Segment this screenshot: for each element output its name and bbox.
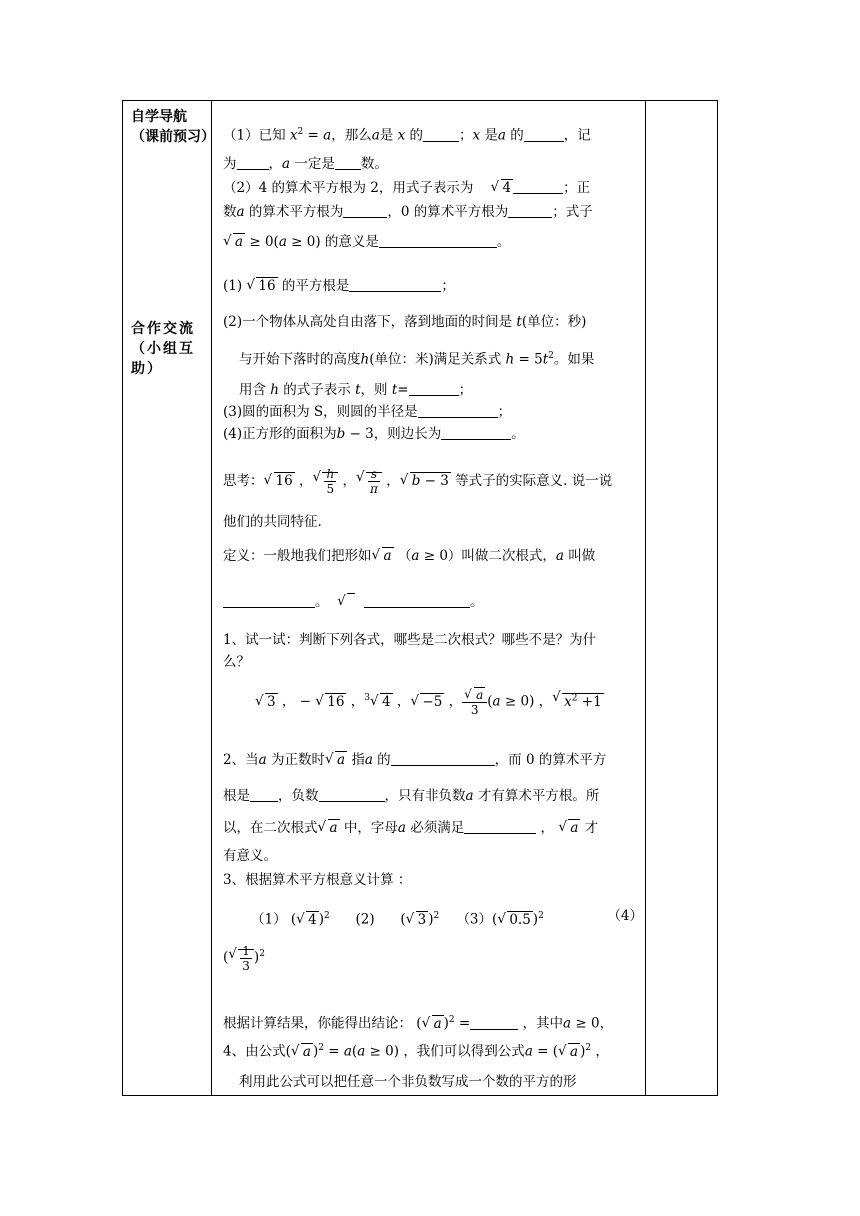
t3-item4: ( √ $\frac{1}{3}$ )$^2$ bbox=[223, 943, 265, 973]
definition-line1: 定义：一般地我们把形如√ a （a ≥ 0）叫做二次根式，a 叫做 bbox=[223, 545, 595, 567]
coop-c2-line2: 与开始下落时的高度h(单位：米)满足关系式 $h = 5t^2$。如果 bbox=[239, 351, 595, 368]
preview-q1-line2: 为 ，a 一定是 数。 bbox=[223, 156, 388, 172]
t2-line1: 2、当a 为正数时√ a 指a 的 ，而 0 的算术平方 bbox=[223, 749, 606, 771]
try-line2: 么？ bbox=[223, 654, 250, 670]
t4-line2: 利用此公式可以把任意一个非负数写成一个数的平方的形 bbox=[239, 1074, 577, 1090]
preview-q2-line3: √ a ≥ 0(a ≥ 0) 的意义是 。 bbox=[223, 231, 510, 253]
definition-line2: 。 √ 。 bbox=[223, 591, 483, 613]
coop-c2-line3: 用含 h 的式子表示 t，则 t= ； bbox=[239, 382, 473, 398]
column-divider-1 bbox=[211, 101, 212, 1095]
try-line1: 1、试一试：判断下列各式，哪些是二次根式？哪些不是？为什 bbox=[223, 632, 597, 648]
try-expressions: √ 3 ， − √ 16 ，$^3$√ 4 ，√ −5 ， √ $\frac{a}{3}$ (a ≥ 0) ，√ $x^2 +1$ bbox=[255, 687, 604, 717]
t2-line4: 有意义。 bbox=[223, 848, 277, 864]
think-line1: 思考：√ 16 ， √ $\frac{h}{5}$ ， √ $\frac{s}{\pi}$ ，√ b − 3 等式子的实际意义. 说一说 bbox=[223, 467, 612, 496]
section-labels bbox=[131, 107, 215, 377]
coop-c4: (4)正方形的面积为b − 3，则边长为 。 bbox=[223, 426, 525, 442]
coop-c2-line1: (2)一个物体从高处自由落下，落到地面的时间是 t(单位：秒) bbox=[223, 314, 587, 330]
worksheet-table bbox=[122, 100, 718, 1096]
t2-line2: 根是 ，负数 ，只有非负数a 才有算术平方根。所 bbox=[223, 788, 600, 804]
coop-c3: (3)圆的面积为 S，则圆的半径是 ； bbox=[223, 404, 512, 420]
preview-q2-line2: 数a 的算术平方根为 ，0 的算术平方根为 ；式子 bbox=[223, 204, 593, 220]
section-label-preview: 自学导航（课前预习） bbox=[131, 109, 215, 145]
preview-q2-line1: （2）4 的算术平方根为 2，用式子表示为 √ 4 ；正 bbox=[223, 177, 590, 199]
t4-line1: 4、由公式(√ a )$^2$ = a(a ≥ 0) ，我们可以得到公式a = (√ a )$^2$ ， bbox=[223, 1037, 609, 1063]
column-divider-2 bbox=[645, 101, 646, 1095]
t2-line3: 以，在二次根式√ a 中，字母a 必须满足 ， √ a 才 bbox=[223, 817, 598, 839]
preview-q1-line1: （1）已知 $x^2 = a$，那么a是 x 的 ；x 是a 的 ，记 bbox=[223, 127, 591, 144]
t3-items: （1） (√ 4 )$^2$ (2) (√ 3 )$^2$ （3）(√ 0.5 )$^2$ （4） bbox=[251, 905, 643, 931]
section-label-cooperation: 合作交流（小组互助） bbox=[131, 321, 195, 377]
t3-title: 3、根据算术平方根意义计算 ： bbox=[223, 872, 412, 888]
think-line2: 他们的共同特征. bbox=[223, 514, 322, 530]
conclusion-line: 根据计算结果，你能得出结论： (√ a )$^2$ = ，其中a ≥ 0， bbox=[223, 1009, 613, 1035]
coop-c1: (1) √ 16 的平方根是 ； bbox=[223, 275, 455, 297]
